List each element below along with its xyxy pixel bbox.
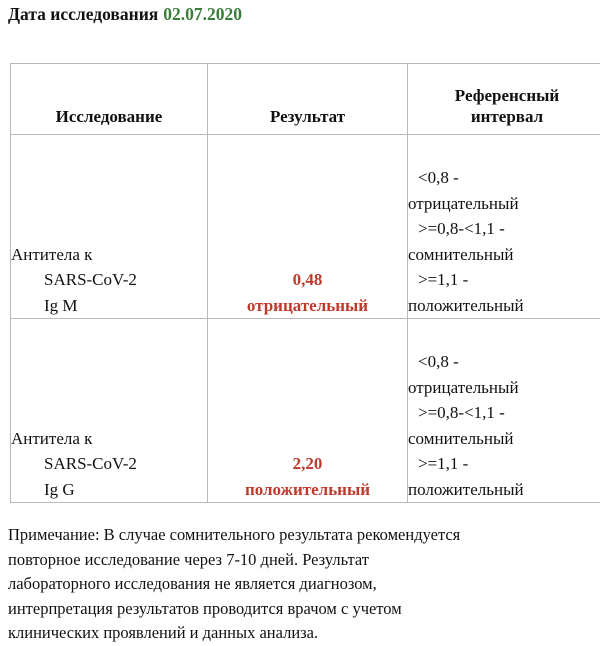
study-name-line2: SARS-CoV-2 [11,451,207,477]
study-date-label: Дата исследования [8,4,158,24]
column-header-reference-line1: Референсный [455,86,559,105]
table-row [11,319,600,503]
result-numeric-value: 2,20 [208,451,407,477]
table-header [11,64,600,135]
study-name-line3: Ig G [11,477,207,503]
column-header-study: Исследование [11,64,208,135]
study-name-line1: Антитела к [11,426,207,452]
column-header-reference-interval [408,64,600,135]
study-name-line1: Антитела к [11,242,207,268]
footnote-line5: клинических проявлений и данных анализа. [8,621,596,646]
study-date-header [8,3,242,25]
cell-reference-interval [408,319,600,503]
reference-line5: >=1,1 - [408,451,600,477]
column-header-result: Результат [208,64,408,135]
study-name-line3: Ig M [11,293,207,319]
column-header-reference-line2: интервал [471,107,543,126]
cell-result-value [208,135,408,319]
reference-line6: положительный [408,293,600,319]
study-name-line2: SARS-CoV-2 [11,267,207,293]
table-body [11,135,600,503]
study-date-value: 02.07.2020 [163,4,242,24]
footnote-line4: интерпретация результатов проводится врачом с учетом [8,597,596,622]
footnote-line1: Примечание: В случае сомнительного результата рекомендуется [8,523,596,548]
footnote-line2: повторное исследование через 7-10 дней. Результат [8,548,596,573]
reference-line5: >=1,1 - [408,267,600,293]
result-verdict: положительный [208,477,407,503]
cell-study-name [11,135,208,319]
cell-reference-interval [408,135,600,319]
result-numeric-value: 0,48 [208,267,407,293]
reference-line6: положительный [408,477,600,503]
cell-result-value [208,319,408,503]
reference-line2: отрицательный [408,191,600,217]
lab-results-table [10,63,600,503]
footnote-line3: лабораторного исследования не является диагнозом, [8,572,596,597]
result-verdict: отрицательный [208,293,407,319]
reference-line3: >=0,8-<1,1 - [408,400,600,426]
table-row [11,135,600,319]
cell-study-name [11,319,208,503]
table-header-row [11,64,600,135]
reference-line1: <0,8 - [408,165,600,191]
reference-line4: сомнительный [408,242,600,268]
reference-line2: отрицательный [408,375,600,401]
reference-line4: сомнительный [408,426,600,452]
footnote-note [8,523,596,646]
reference-line3: >=0,8-<1,1 - [408,216,600,242]
reference-line1: <0,8 - [408,349,600,375]
